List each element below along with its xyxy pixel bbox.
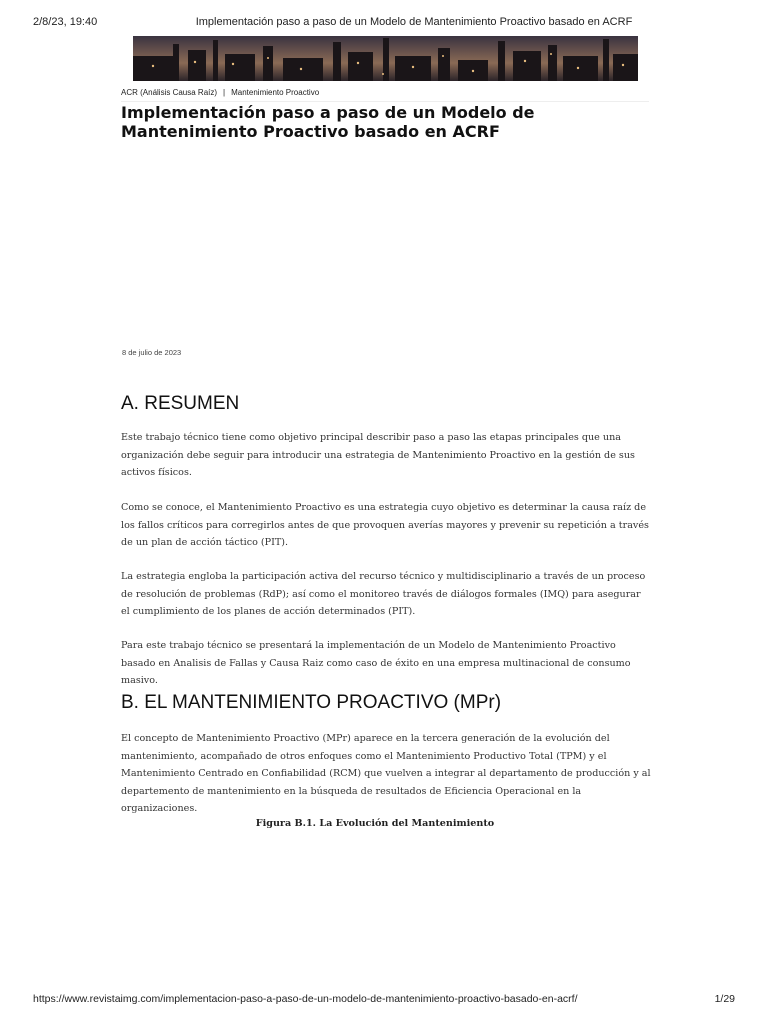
paragraph: Para este trabajo técnico se presentará la implementación de un Modelo de Mantenimiento Proactivo basado en Analisis de Fallas y Causa Raiz como caso de éxito en una empresa multinacional de consumo masivo.	[121, 640, 631, 686]
paragraph: El concepto de Mantenimiento Proactivo (MPr) aparece en la tercera generación de la evolución del mantenimiento, acompañado de otros enfoques como el Mantenimiento Productivo Total (TPM) y el Mantenimiento Centrado en Confiabilidad (RCM) que vuelven a integrar al departamento de producción y al departemento de mantenimiento en la búsqueda de resultados de Eficiencia Operacional en la organizaciones.	[121, 733, 651, 814]
print-datetime: 2/8/23, 19:40	[33, 16, 98, 28]
breadcrumb	[121, 88, 649, 102]
resumen-paragraph-3	[121, 568, 651, 621]
page-number: 1/29	[714, 993, 735, 1005]
publish-date: 8 de julio de 2023	[122, 348, 182, 357]
paragraph: Como se conoce, el Mantenimiento Proactivo es una estrategia cuyo objetivo es determinar la causa raíz de los fallos críticos para corregirlos antes de que provoquen averías mayores y prevenir su repetición a través de un plan de acción táctico (PIT).	[121, 502, 649, 548]
resumen-paragraph-2	[121, 499, 651, 552]
article-title: Implementación paso a paso de un Modelo de Mantenimiento Proactivo basado en ACRF	[121, 103, 535, 141]
paragraph: Este trabajo técnico tiene como objetivo principal describir paso a paso las etapas principales que una organización debe seguir para introducir una estrategia de Mantenimiento Proactivo en la gestión de sus activos físicos.	[121, 432, 635, 478]
mpr-paragraph-1	[121, 730, 651, 818]
section-mpr	[121, 692, 651, 714]
paragraph: La estrategia engloba la participación activa del recurso técnico y multidisciplinario a través de un proceso de resolución de problemas (RdP); así como el monitoreo través de diálogos formales (IMQ) para asegurar el cumplimiento de los planes de acción determinados (PIT).	[121, 571, 646, 617]
resumen-paragraph-4	[121, 637, 651, 690]
header-banner-image	[133, 36, 638, 81]
breadcrumb-link-acr[interactable]: ACR (Análisis Causa Raíz)	[121, 88, 218, 97]
print-title: Implementación paso a paso de un Modelo de Mantenimiento Proactivo basado en ACRF	[195, 16, 633, 28]
print-header	[33, 16, 735, 30]
breadcrumb-separator: |	[223, 88, 226, 97]
section-resumen	[121, 393, 651, 415]
print-footer	[33, 993, 735, 1007]
resumen-paragraph-1	[121, 429, 651, 482]
section-heading: B. EL MANTENIMIENTO PROACTIVO (MPr)	[121, 692, 502, 713]
print-url: https://www.revistaimg.com/implementacion-paso-a-paso-de-un-modelo-de-mantenimiento-proactivo-basado-en-acrf/	[33, 993, 578, 1005]
breadcrumb-link-proactivo[interactable]: Mantenimiento Proactivo	[231, 88, 320, 97]
section-heading: A. RESUMEN	[121, 393, 240, 414]
figure-caption: Figura B.1. La Evolución del Mantenimiento	[255, 818, 495, 829]
